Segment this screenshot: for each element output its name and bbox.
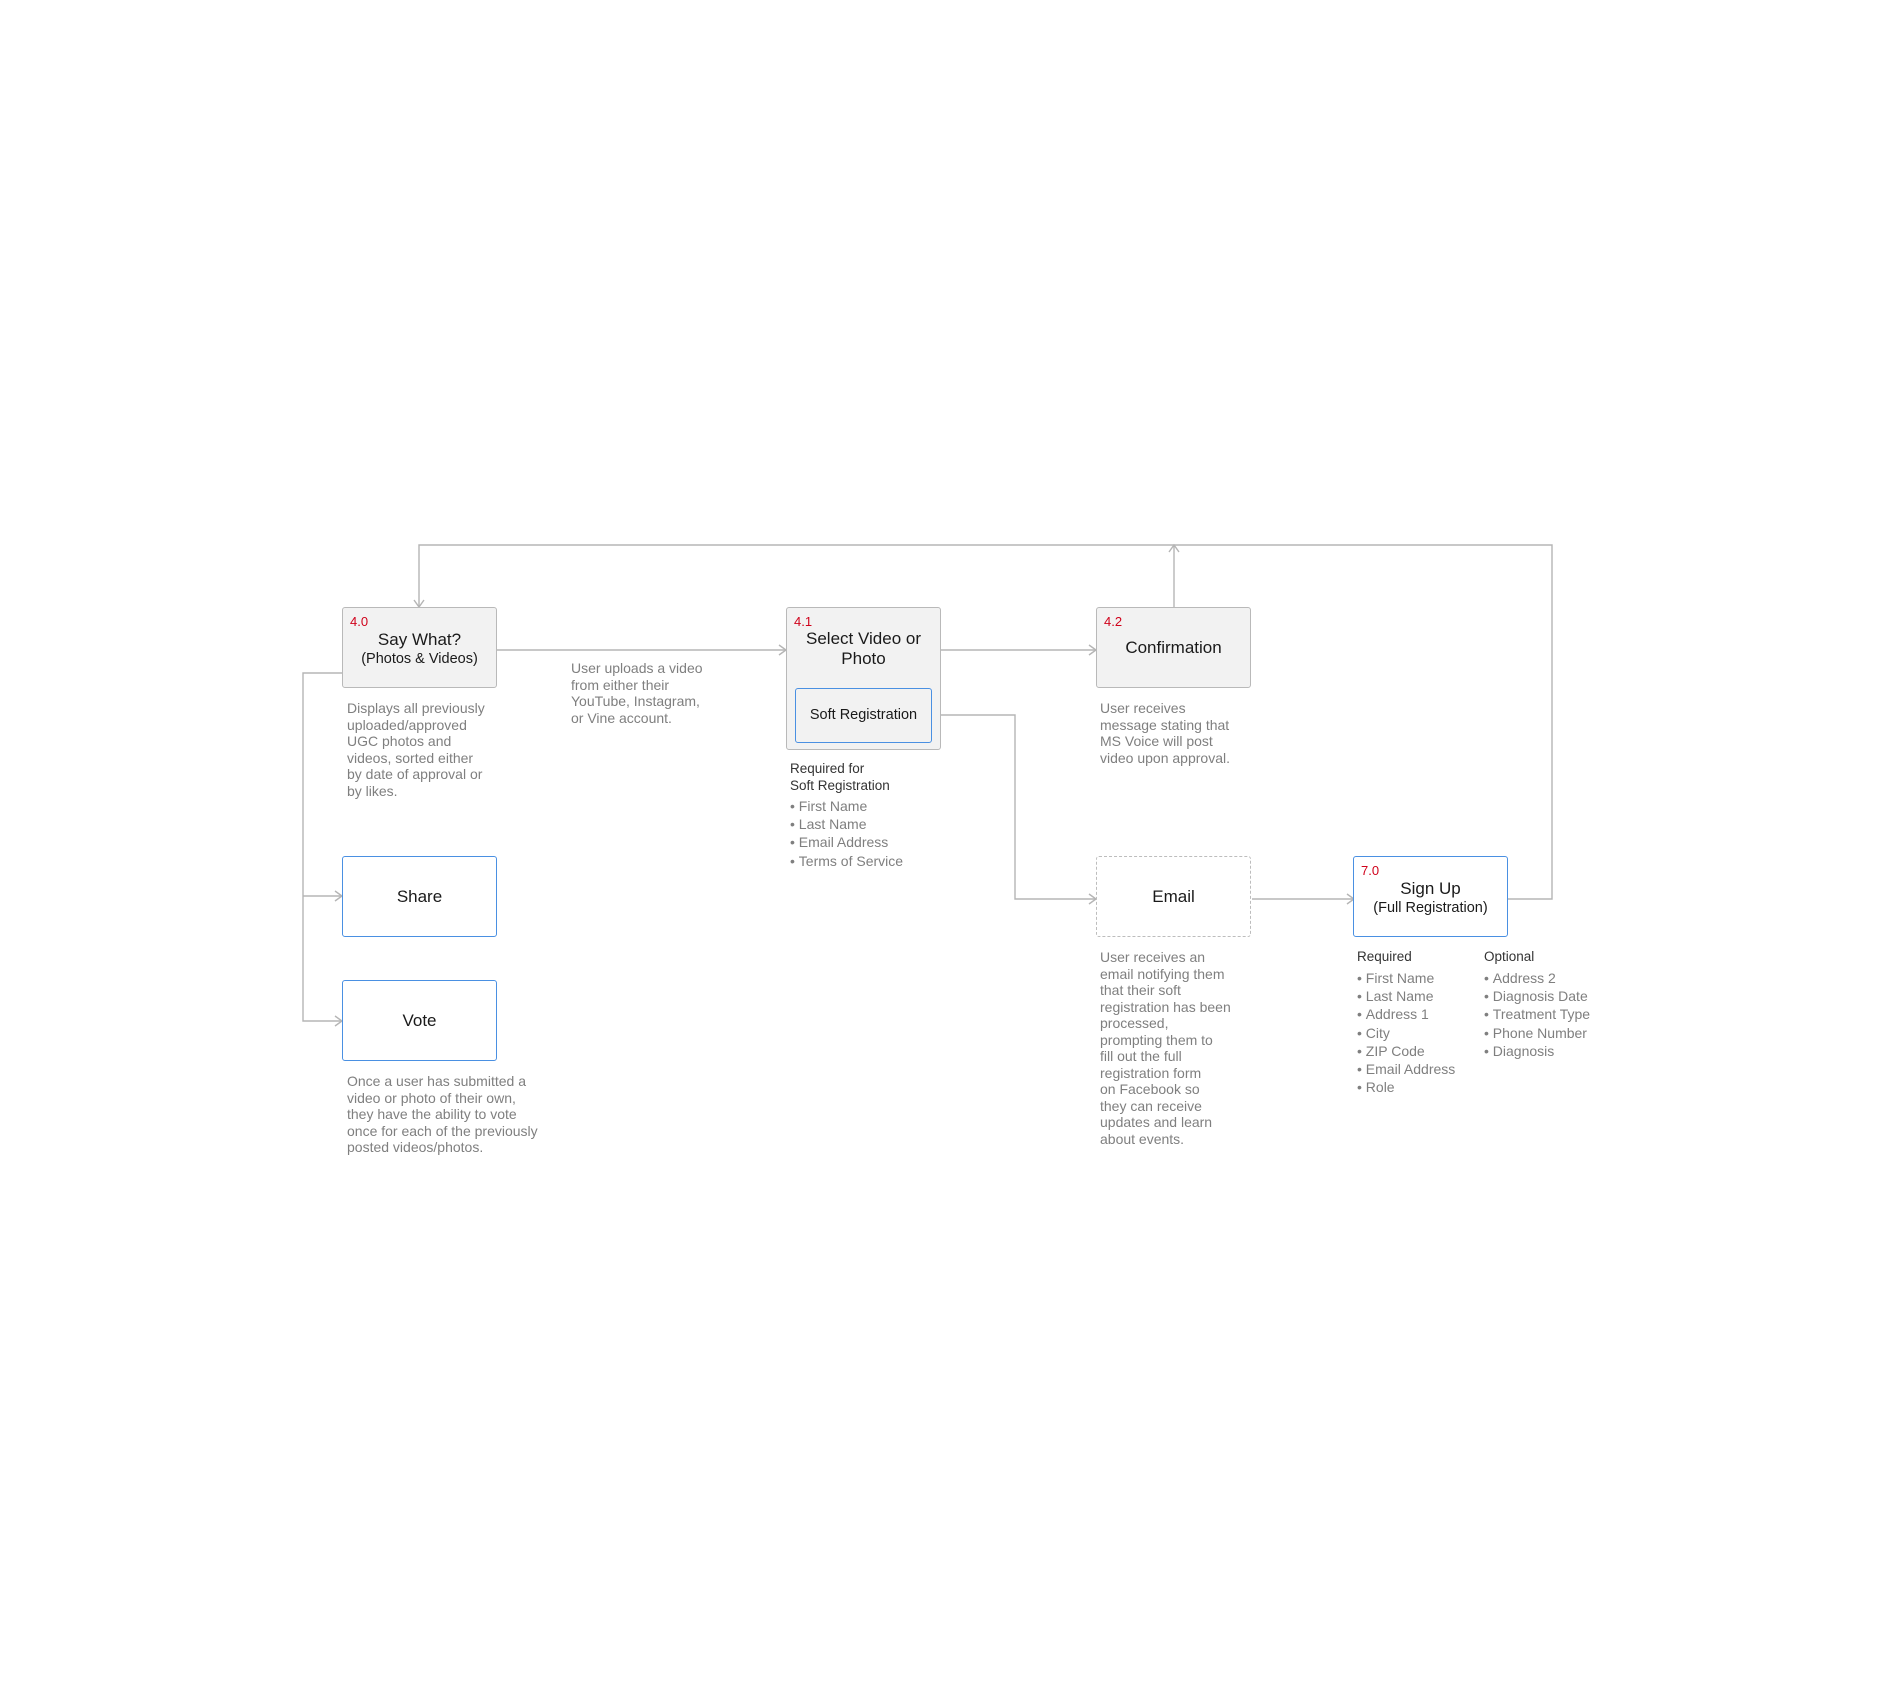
list-item: • First Name xyxy=(1357,969,1455,987)
list-item: • Last Name xyxy=(1357,987,1455,1005)
list-item: • Last Name xyxy=(790,815,903,833)
step-number: 4.1 xyxy=(794,614,813,629)
say-what-subtitle: (Photos & Videos) xyxy=(361,651,478,667)
say-what-note: Displays all previously uploaded/approved UGC photos and videos, sorted either by date of approval or by likes. xyxy=(347,700,485,799)
upload-note: User uploads a video from either their YouTube, Instagram, or Vine account. xyxy=(571,660,703,726)
list-item: • Diagnosis Date xyxy=(1484,987,1590,1005)
list-item: • Diagnosis xyxy=(1484,1042,1590,1060)
connector-say-what-branch xyxy=(303,673,342,1021)
optional-list xyxy=(1484,969,1590,1060)
list-item: • ZIP Code xyxy=(1357,1042,1455,1060)
soft-registration-list xyxy=(790,797,903,870)
email-note: User receives an email notifying them that their soft registration has been processed, prompting them to fill out the full registration form on Facebook so they can receive updates and learn about events. xyxy=(1100,949,1231,1147)
step-number: 4.0 xyxy=(350,614,369,629)
connector-soft-registration-to-email xyxy=(941,715,1096,899)
sign-up-title: Sign Up xyxy=(1400,879,1461,898)
list-item: • Email Address xyxy=(790,833,903,851)
say-what-title: Say What? xyxy=(377,630,462,649)
list-item: • Treatment Type xyxy=(1484,1005,1590,1023)
select-video-node[interactable] xyxy=(786,607,941,750)
optional-heading: Optional xyxy=(1484,949,1535,964)
required-heading: Required xyxy=(1357,949,1412,964)
email-title: Email xyxy=(1152,887,1195,906)
vote-node[interactable] xyxy=(342,980,497,1061)
share-node[interactable] xyxy=(342,856,497,937)
confirmation-note: User receives message stating that MS Voice will post video upon approval. xyxy=(1100,700,1230,766)
select-video-title: Select Video or Photo xyxy=(806,629,921,668)
node-title xyxy=(343,630,496,668)
list-item: • Address 1 xyxy=(1357,1005,1455,1023)
email-node[interactable] xyxy=(1096,856,1251,937)
list-item: • Address 2 xyxy=(1484,969,1590,987)
step-number: 4.2 xyxy=(1104,614,1123,629)
soft-registration-box[interactable]: Soft Registration xyxy=(795,688,932,743)
soft-registration-heading: Required for Soft Registration xyxy=(790,761,890,793)
list-item: • City xyxy=(1357,1024,1455,1042)
sign-up-node[interactable] xyxy=(1353,856,1508,937)
confirmation-title: Confirmation xyxy=(1125,638,1222,657)
share-title: Share xyxy=(396,887,443,906)
list-item: • First Name xyxy=(790,797,903,815)
required-list xyxy=(1357,969,1455,1096)
confirmation-node[interactable] xyxy=(1096,607,1251,688)
list-item: • Role xyxy=(1357,1078,1455,1096)
vote-title: Vote xyxy=(402,1011,437,1030)
vote-note: Once a user has submitted a video or photo of their own, they have the ability to vote once for each of the previously posted videos/photos. xyxy=(347,1073,538,1155)
step-number: 7.0 xyxy=(1361,863,1380,878)
node-title xyxy=(1354,879,1507,917)
list-item: • Phone Number xyxy=(1484,1024,1590,1042)
sign-up-subtitle: (Full Registration) xyxy=(1373,900,1488,916)
list-item: • Email Address xyxy=(1357,1060,1455,1078)
say-what-node[interactable] xyxy=(342,607,497,688)
list-item: • Terms of Service xyxy=(790,852,903,870)
